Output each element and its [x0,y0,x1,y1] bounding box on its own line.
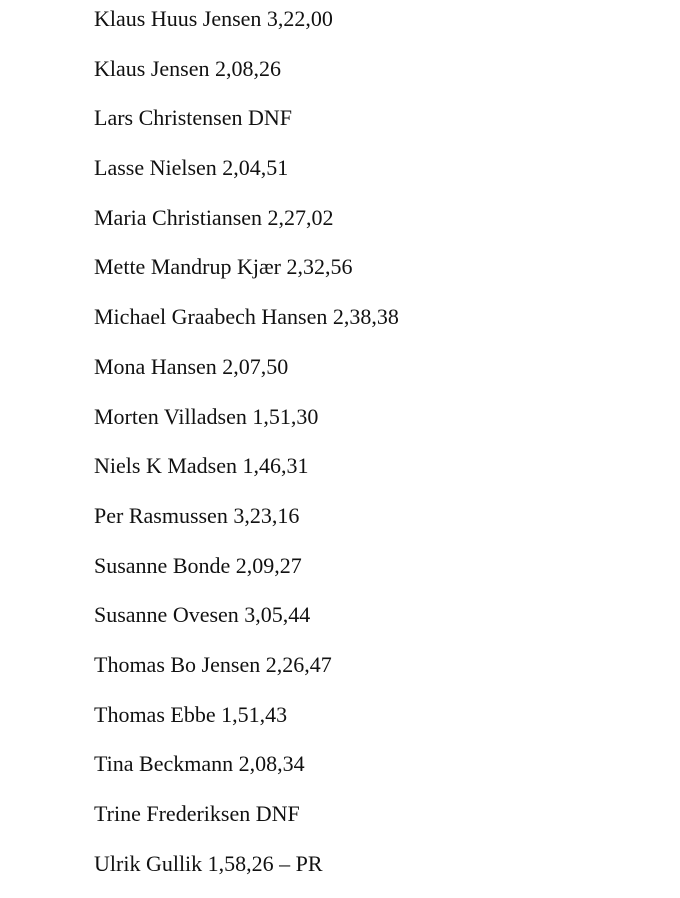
result-line: Maria Christiansen 2,27,02 [94,204,334,230]
result-line: Lasse Nielsen 2,04,51 [94,155,289,181]
result-line: Per Rasmussen 3,23,16 [94,502,300,528]
result-line: Klaus Huus Jensen 3,22,00 [94,6,333,31]
result-line: Trine Frederiksen DNF [94,801,300,826]
result-line: Susanne Bonde 2,09,27 [94,552,302,578]
result-line: Morten Villadsen 1,51,30 [94,403,319,429]
result-line: Thomas Ebbe 1,51,43 [94,701,288,727]
result-line: Michael Graabech Hansen 2,38,38 [94,304,399,330]
result-line: Niels K Madsen 1,46,31 [94,453,309,479]
results-list [94,4,399,898]
result-line: Mona Hansen 2,07,50 [94,353,289,379]
result-line: Lars Christensen DNF [94,105,292,131]
result-line: Susanne Ovesen 3,05,44 [94,602,311,628]
result-line: Klaus Jensen 2,08,26 [94,55,281,81]
result-line: Tina Beckmann 2,08,34 [94,751,305,777]
result-line: Thomas Bo Jensen 2,26,47 [94,651,332,677]
result-line: Mette Mandrup Kjær 2,32,56 [94,254,353,280]
result-line: Ulrik Gullik 1,58,26 – PR [94,850,323,876]
